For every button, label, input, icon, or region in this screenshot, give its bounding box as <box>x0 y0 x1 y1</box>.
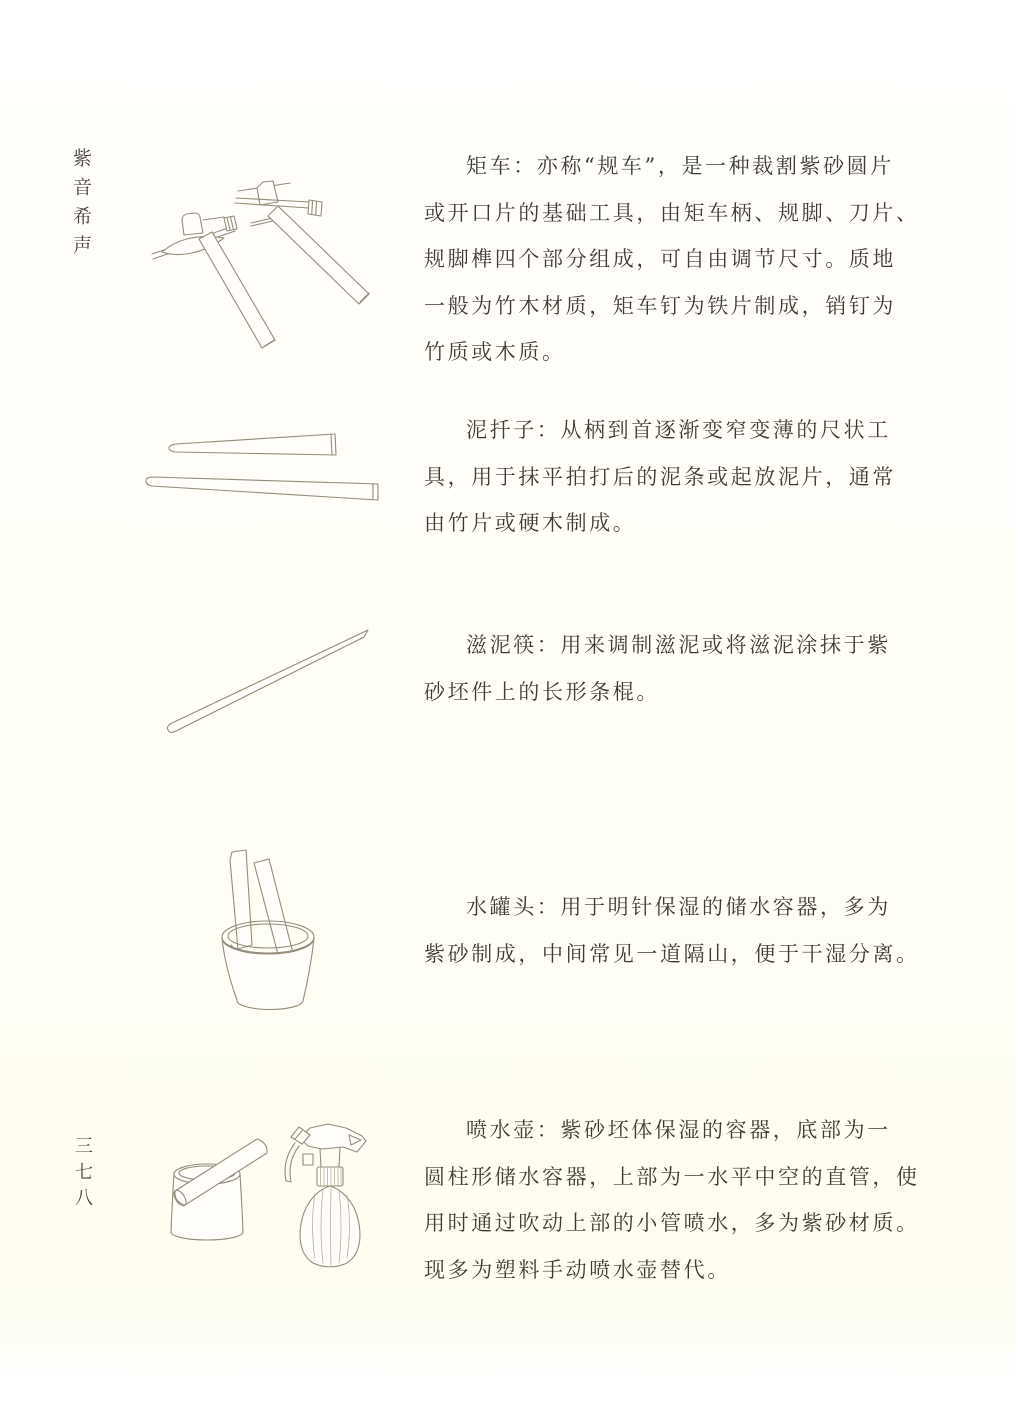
illustration-niqianzi-slats <box>140 418 390 514</box>
text-line: 滋泥筷：用来调制滋泥或将滋泥涂抹于紫 <box>466 633 891 657</box>
margin-running-title: 紫音希声 <box>70 148 92 264</box>
text-line: 水罐头：用于明针保湿的储水容器，多为 <box>466 895 891 919</box>
text-line: 圆柱形储水容器，上部为一水平中空的直管，使 <box>424 1164 920 1189</box>
text-line: 由竹片或硬木制成。 <box>424 511 637 535</box>
paragraph-zinikuai <box>424 622 910 715</box>
text-line: 紫砂制成，中间常见一道隔山，便于干湿分离。 <box>424 941 920 966</box>
paragraph-penshuihu <box>424 1107 920 1293</box>
page-number: 三七八 <box>72 1136 93 1214</box>
text-line: 具，用于抹平拍打后的泥条或起放泥片，通常 <box>424 464 896 489</box>
illustration-shuiguantou-pot <box>195 845 355 1024</box>
paragraph-shuiguantou <box>424 884 920 977</box>
illustration-penshuihu-sprayers <box>150 1110 385 1279</box>
illustration-zinikuai-stick <box>150 613 380 742</box>
text-line: 砂坯件上的长形条棍。 <box>424 679 660 704</box>
paragraph-niqianzi <box>424 407 910 547</box>
paragraph-juche <box>424 143 920 376</box>
text-line: 泥扦子：从柄到首逐渐变窄变薄的尺状工 <box>466 418 891 442</box>
text-line: 矩车：亦称“规车”，是一种裁割紫砂圆片 <box>466 154 894 178</box>
text-line: 或开口片的基础工具，由矩车柄、规脚、刀片、 <box>424 200 920 225</box>
text-line: 竹质或木质。 <box>424 340 566 364</box>
text-line: 喷水壶：紫砂坯体保湿的容器，底部为一 <box>466 1118 891 1142</box>
illustration-juche-compass-cutters <box>138 158 410 362</box>
text-line: 用时通过吹动上部的小管喷水，多为紫砂材质。 <box>424 1211 920 1235</box>
text-line: 现多为塑料手动喷水壶替代。 <box>424 1257 731 1282</box>
text-line: 一般为竹木材质，矩车钉为铁片制成，销钉为 <box>424 293 896 318</box>
text-line: 规脚榫四个部分组成，可自由调节尺寸。质地 <box>424 247 896 271</box>
